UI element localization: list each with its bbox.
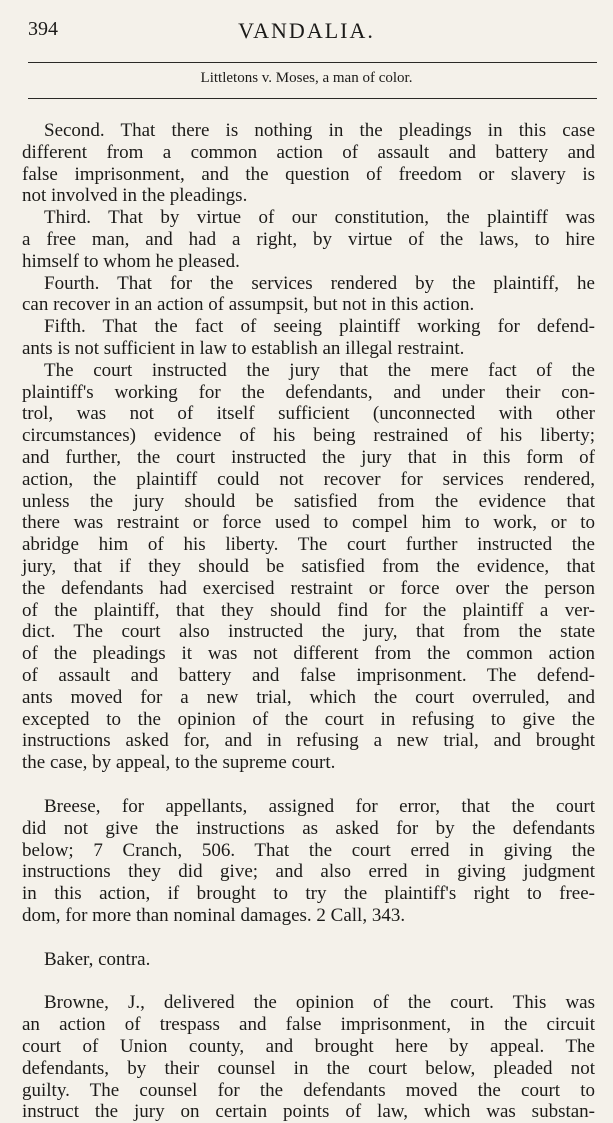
text-line: there was restraint or force used to compel him to work, or to xyxy=(22,512,595,534)
text-line: different from a common action of assault and battery and xyxy=(22,141,595,163)
text-line: Third. That by virtue of our constitution, the plaintiff was xyxy=(44,207,595,229)
text-line: court of Union county, and brought here by appeal. The xyxy=(22,1036,595,1058)
text-line: ants is not sufficient in law to establish an illegal restraint. xyxy=(22,337,465,359)
text-line: trol, was not of itself sufficient (unconnected with other xyxy=(22,403,595,425)
text-line: plaintiff's working for the defendants, and under their con- xyxy=(22,381,595,403)
running-head: VANDALIA. xyxy=(238,18,375,43)
text-line: of the pleadings it was not different from the common action xyxy=(22,643,595,665)
text-line: guilty. The counsel for the defendants moved the court to xyxy=(22,1079,595,1101)
text-line: Browne, J., delivered the opinion of the court. This was xyxy=(44,992,595,1014)
case-title: Littletons v. Moses, a man of color. xyxy=(200,70,413,86)
paragraph-fourth xyxy=(22,273,595,317)
paragraph-third xyxy=(22,207,595,272)
header-rule-bottom xyxy=(28,98,597,99)
text-line: the defendants had exercised restraint or force over the person xyxy=(22,577,595,599)
text-line: and further, the court instructed the jury that in this form of xyxy=(22,446,595,468)
header-rule-top xyxy=(28,62,597,63)
text-line: instructions asked for, and in refusing a new trial, and brought xyxy=(22,730,595,752)
text-line: abridge him of his liberty. The court further instructed the xyxy=(22,534,595,556)
text-line: circumstances) evidence of his being restrained of his liberty; xyxy=(22,425,595,447)
body-text xyxy=(22,120,595,1123)
paragraph-opinion xyxy=(22,992,595,1123)
page-number: 394 xyxy=(28,18,58,40)
text-line: dict. The court also instructed the jury, that from the state xyxy=(22,621,595,643)
paragraph-fifth xyxy=(22,316,595,360)
paragraph-gap xyxy=(22,774,595,796)
paragraph-instructions xyxy=(22,360,595,774)
text-line: dom, for more than nominal damages. 2 Call, 343. xyxy=(22,904,406,926)
text-line: an action of trespass and false imprisonment, in the circuit xyxy=(22,1014,595,1036)
text-line: of assault and battery and false imprisonment. The defend- xyxy=(22,664,595,686)
text-line: Fourth. That for the services rendered by the plaintiff, he xyxy=(44,272,595,294)
text-line: Fifth. That the fact of seeing plaintiff working for defend- xyxy=(44,316,595,338)
text-line: can recover in an action of assumpsit, but not in this action. xyxy=(22,294,475,316)
text-line: jury, that if they should be satisfied from the evidence, that xyxy=(22,555,595,577)
text-line: below; 7 Cranch, 506. That the court erred in giving the xyxy=(22,839,595,861)
page-header xyxy=(0,0,613,50)
paragraph-second xyxy=(22,120,595,207)
text-line: defendants, by their counsel in the court below, pleaded not xyxy=(22,1057,595,1079)
text-line: himself to whom he pleased. xyxy=(22,250,240,272)
text-line: The court instructed the jury that the mere fact of the xyxy=(44,359,595,381)
text-line: action, the plaintiff could not recover for services rendered, xyxy=(22,468,595,490)
text-line: Second. That there is nothing in the pleadings in this case xyxy=(44,120,595,141)
text-line: ants moved for a new trial, which the court overruled, and xyxy=(22,686,595,708)
text-line: false imprisonment, and the question of freedom or slavery is xyxy=(22,163,595,185)
text-line: unless the jury should be satisfied from the evidence that xyxy=(22,490,595,512)
text-line: in this action, if brought to try the plaintiff's right to free- xyxy=(22,883,595,905)
text-line: the case, by appeal, to the supreme court. xyxy=(22,752,336,774)
text-line: instruct the jury on certain points of law, which was substan- xyxy=(22,1101,595,1123)
text-line: instructions they did give; and also erred in giving judgment xyxy=(22,861,595,883)
text-line: excepted to the opinion of the court in refusing to give the xyxy=(22,708,595,730)
paragraph-gap xyxy=(22,970,595,992)
text-line: of the plaintiff, that they should find for the plaintiff a ver- xyxy=(22,599,595,621)
text-line: a free man, and had a right, by virtue of the laws, to hire xyxy=(22,228,595,250)
text-line: did not give the instructions as asked for by the defendants xyxy=(22,817,595,839)
text-line: Breese, for appellants, assigned for error, that the court xyxy=(44,795,595,817)
paragraph-breese xyxy=(22,796,595,927)
paragraph-baker xyxy=(22,949,595,971)
text-line: Baker, contra. xyxy=(44,948,151,970)
text-line: not involved in the pleadings. xyxy=(22,185,248,207)
paragraph-gap xyxy=(22,927,595,949)
